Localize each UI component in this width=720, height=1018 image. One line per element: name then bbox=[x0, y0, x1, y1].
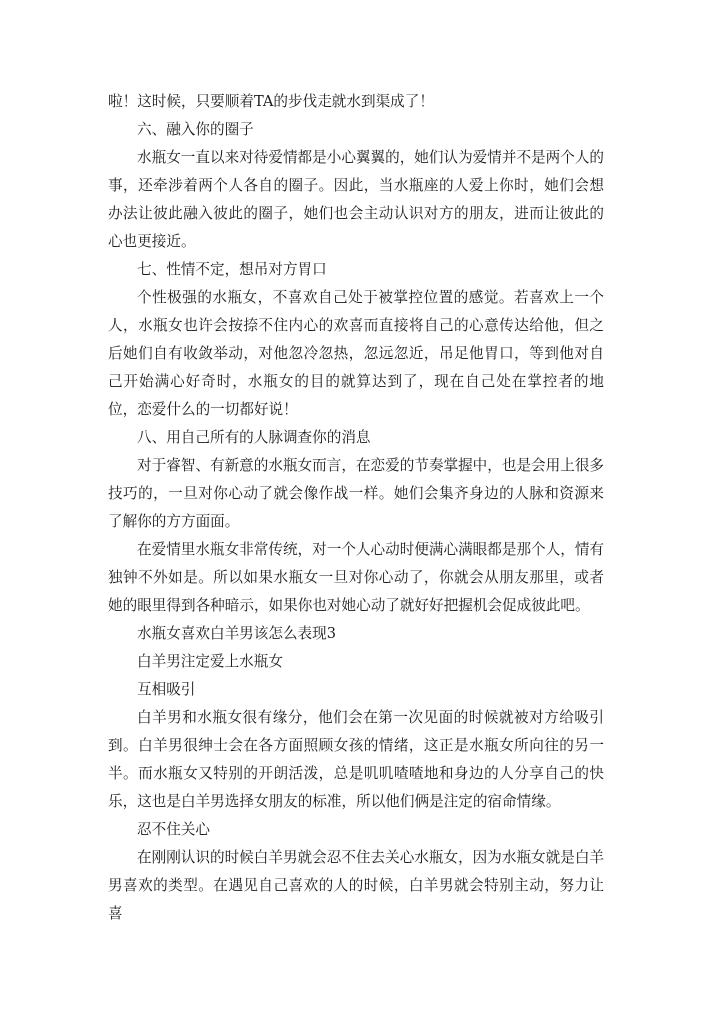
section-heading-8: 八、用自己所有的人脉调查你的消息 bbox=[137, 429, 371, 446]
subtitle: 白羊男注定爱上水瓶女 bbox=[137, 653, 283, 670]
paragraph: 水瓶女一直以来对待爱情都是小心翼翼的，她们认为爱情并不是两个人的事，还牵涉着两个人各自的圈子。因此，当水瓶座的人爱上你时，她们会想办法让彼此融入彼此的圈子，她们也会主动认识对方的朋友，进而让彼此的心也更接近。 bbox=[108, 149, 605, 250]
article-title-3: 水瓶女喜欢白羊男该怎么表现3 bbox=[137, 625, 337, 642]
paragraph: 个性极强的水瓶女，不喜欢自己处于被掌控位置的感觉。若喜欢上一个人，水瓶女也许会按捺不住内心的欢喜而直接将自己的心意传达给他，但之后她们自有收敛举动，对他忽冷忽热，忽远忽近，吊足他胃口，等到他对自己开始满心好奇时，水瓶女的目的就算达到了，现在自己处在掌控者的地位，恋爱什么的一切都好说！ bbox=[108, 289, 604, 418]
paragraph: 对于睿智、有新意的水瓶女而言，在恋爱的节奏掌握中，也是会用上很多技巧的，一旦对你心动了就会像作战一样。她们会集齐身边的人脉和资源来了解你的方方面面。 bbox=[108, 457, 605, 530]
subheading-cannot-help-caring: 忍不住关心 bbox=[137, 821, 210, 838]
subheading-mutual-attraction: 互相吸引 bbox=[137, 681, 196, 698]
paragraph: 在刚刚认识的时候白羊男就会忍不住去关心水瓶女，因为水瓶女就是白羊男喜欢的类型。在遇见自己喜欢的人的时候，白羊男就会特别主动，努力让喜 bbox=[108, 849, 605, 922]
section-heading-6: 六、融入你的圈子 bbox=[137, 121, 254, 138]
paragraph: 在爱情里水瓶女非常传统，对一个人心动时便满心满眼都是那个人，情有独钟不外如是。所以如果水瓶女一旦对你心动了，你就会从朋友那里，或者她的眼里得到各种暗示，如果你也对她心动了就好好把握机会促成彼此吧。 bbox=[108, 541, 605, 614]
document-body bbox=[108, 88, 604, 928]
paragraph-continuation: 啦！这时候，只要顺着TA的步伐走就水到渠成了！ bbox=[108, 93, 434, 110]
section-heading-7: 七、性情不定，想吊对方胃口 bbox=[137, 261, 327, 278]
paragraph: 白羊男和水瓶女很有缘分，他们会在第一次见面的时候就被对方给吸引到。白羊男很绅士会在各方面照顾女孩的情绪，这正是水瓶女所向往的另一半。而水瓶女又特别的开朗活泼，总是叽叽喳喳地和身边的人分享自己的快乐，这也是白羊男选择女朋友的标准，所以他们俩是注定的宿命情缘。 bbox=[108, 709, 604, 810]
